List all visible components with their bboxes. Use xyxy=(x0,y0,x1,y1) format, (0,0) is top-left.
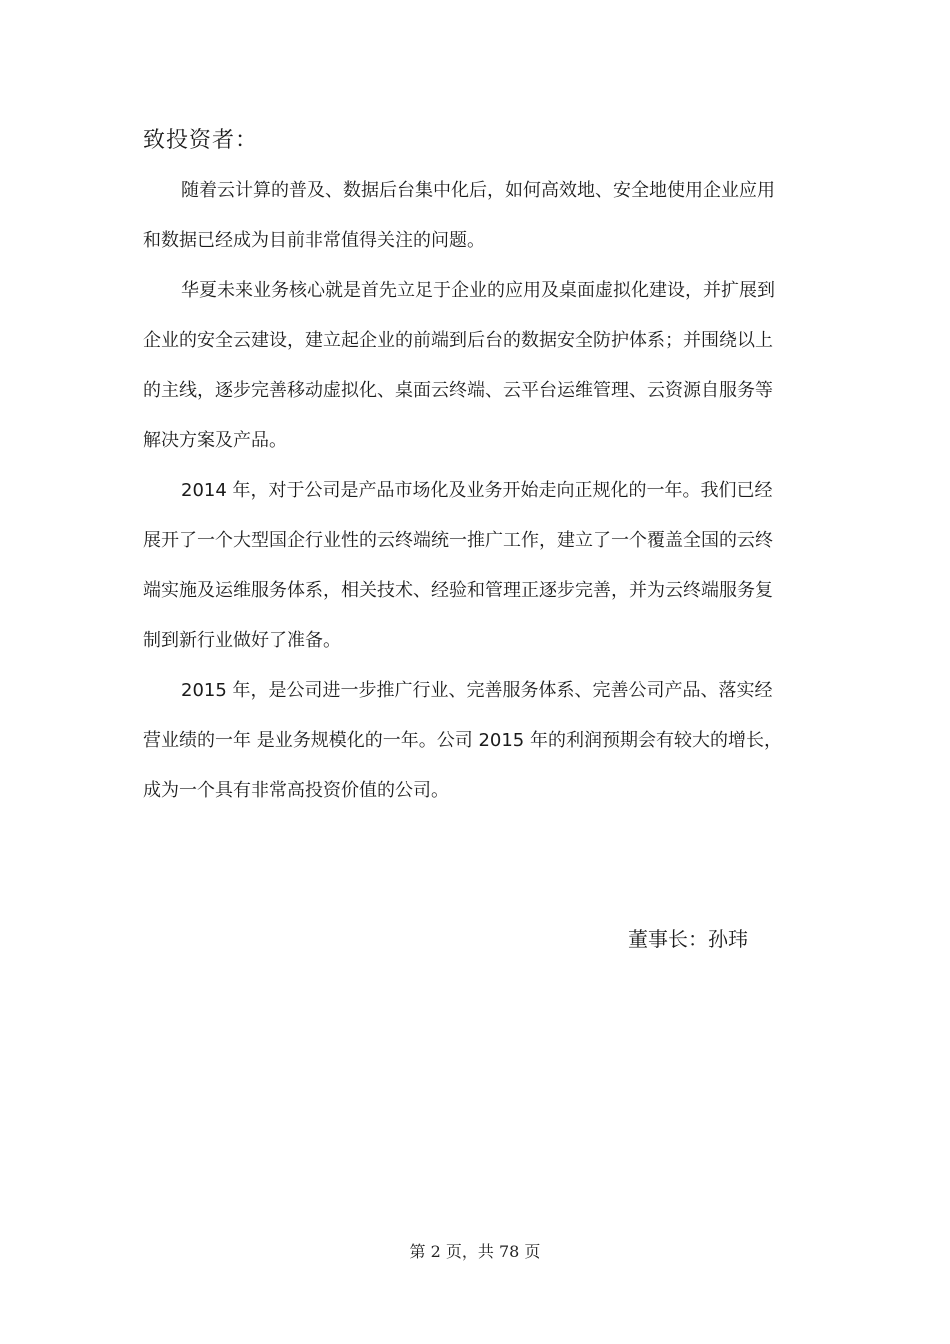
text-line: 端实施及运维服务体系，相关技术、经验和管理正逐步完善，并为云终端服务复 xyxy=(143,580,773,601)
letter-body xyxy=(143,176,811,826)
signature-line: 董事长：孙玮 xyxy=(628,927,748,951)
text-line: 解决方案及产品。 xyxy=(143,430,287,451)
text-line: 2014 年，对于公司是产品市场化及业务开始走向正规化的一年。我们已经 xyxy=(181,480,773,501)
text-line: 和数据已经成为目前非常值得关注的问题。 xyxy=(143,230,485,251)
text-line: 成为一个具有非常高投资价值的公司。 xyxy=(143,780,449,801)
paragraph-1 xyxy=(143,176,811,256)
text-line: 营业绩的一年 是业务规模化的一年。公司 2015 年的利润预期会有较大的增长， xyxy=(143,730,782,751)
paragraph-4 xyxy=(143,676,811,806)
salutation: 致投资者： xyxy=(143,128,259,153)
text-line: 制到新行业做好了准备。 xyxy=(143,630,341,651)
text-line: 华夏未来业务核心就是首先立足于企业的应用及桌面虚拟化建设，并扩展到 xyxy=(181,280,775,301)
text-line: 企业的安全云建设，建立起企业的前端到后台的数据安全防护体系；并围绕以上 xyxy=(143,330,773,351)
text-line: 2015 年，是公司进一步推广行业、完善服务体系、完善公司产品、落实经 xyxy=(181,680,773,701)
paragraph-2 xyxy=(143,276,811,456)
text-line: 的主线，逐步完善移动虚拟化、桌面云终端、云平台运维管理、云资源自服务等 xyxy=(143,380,773,401)
page-number-footer: 第 2 页，共 78 页 xyxy=(409,1242,541,1261)
text-line: 展开了一个大型国企行业性的云终端统一推广工作，建立了一个覆盖全国的云终 xyxy=(143,530,773,551)
paragraph-3 xyxy=(143,476,811,656)
text-line: 随着云计算的普及、数据后台集中化后，如何高效地、安全地使用企业应用 xyxy=(181,180,775,201)
